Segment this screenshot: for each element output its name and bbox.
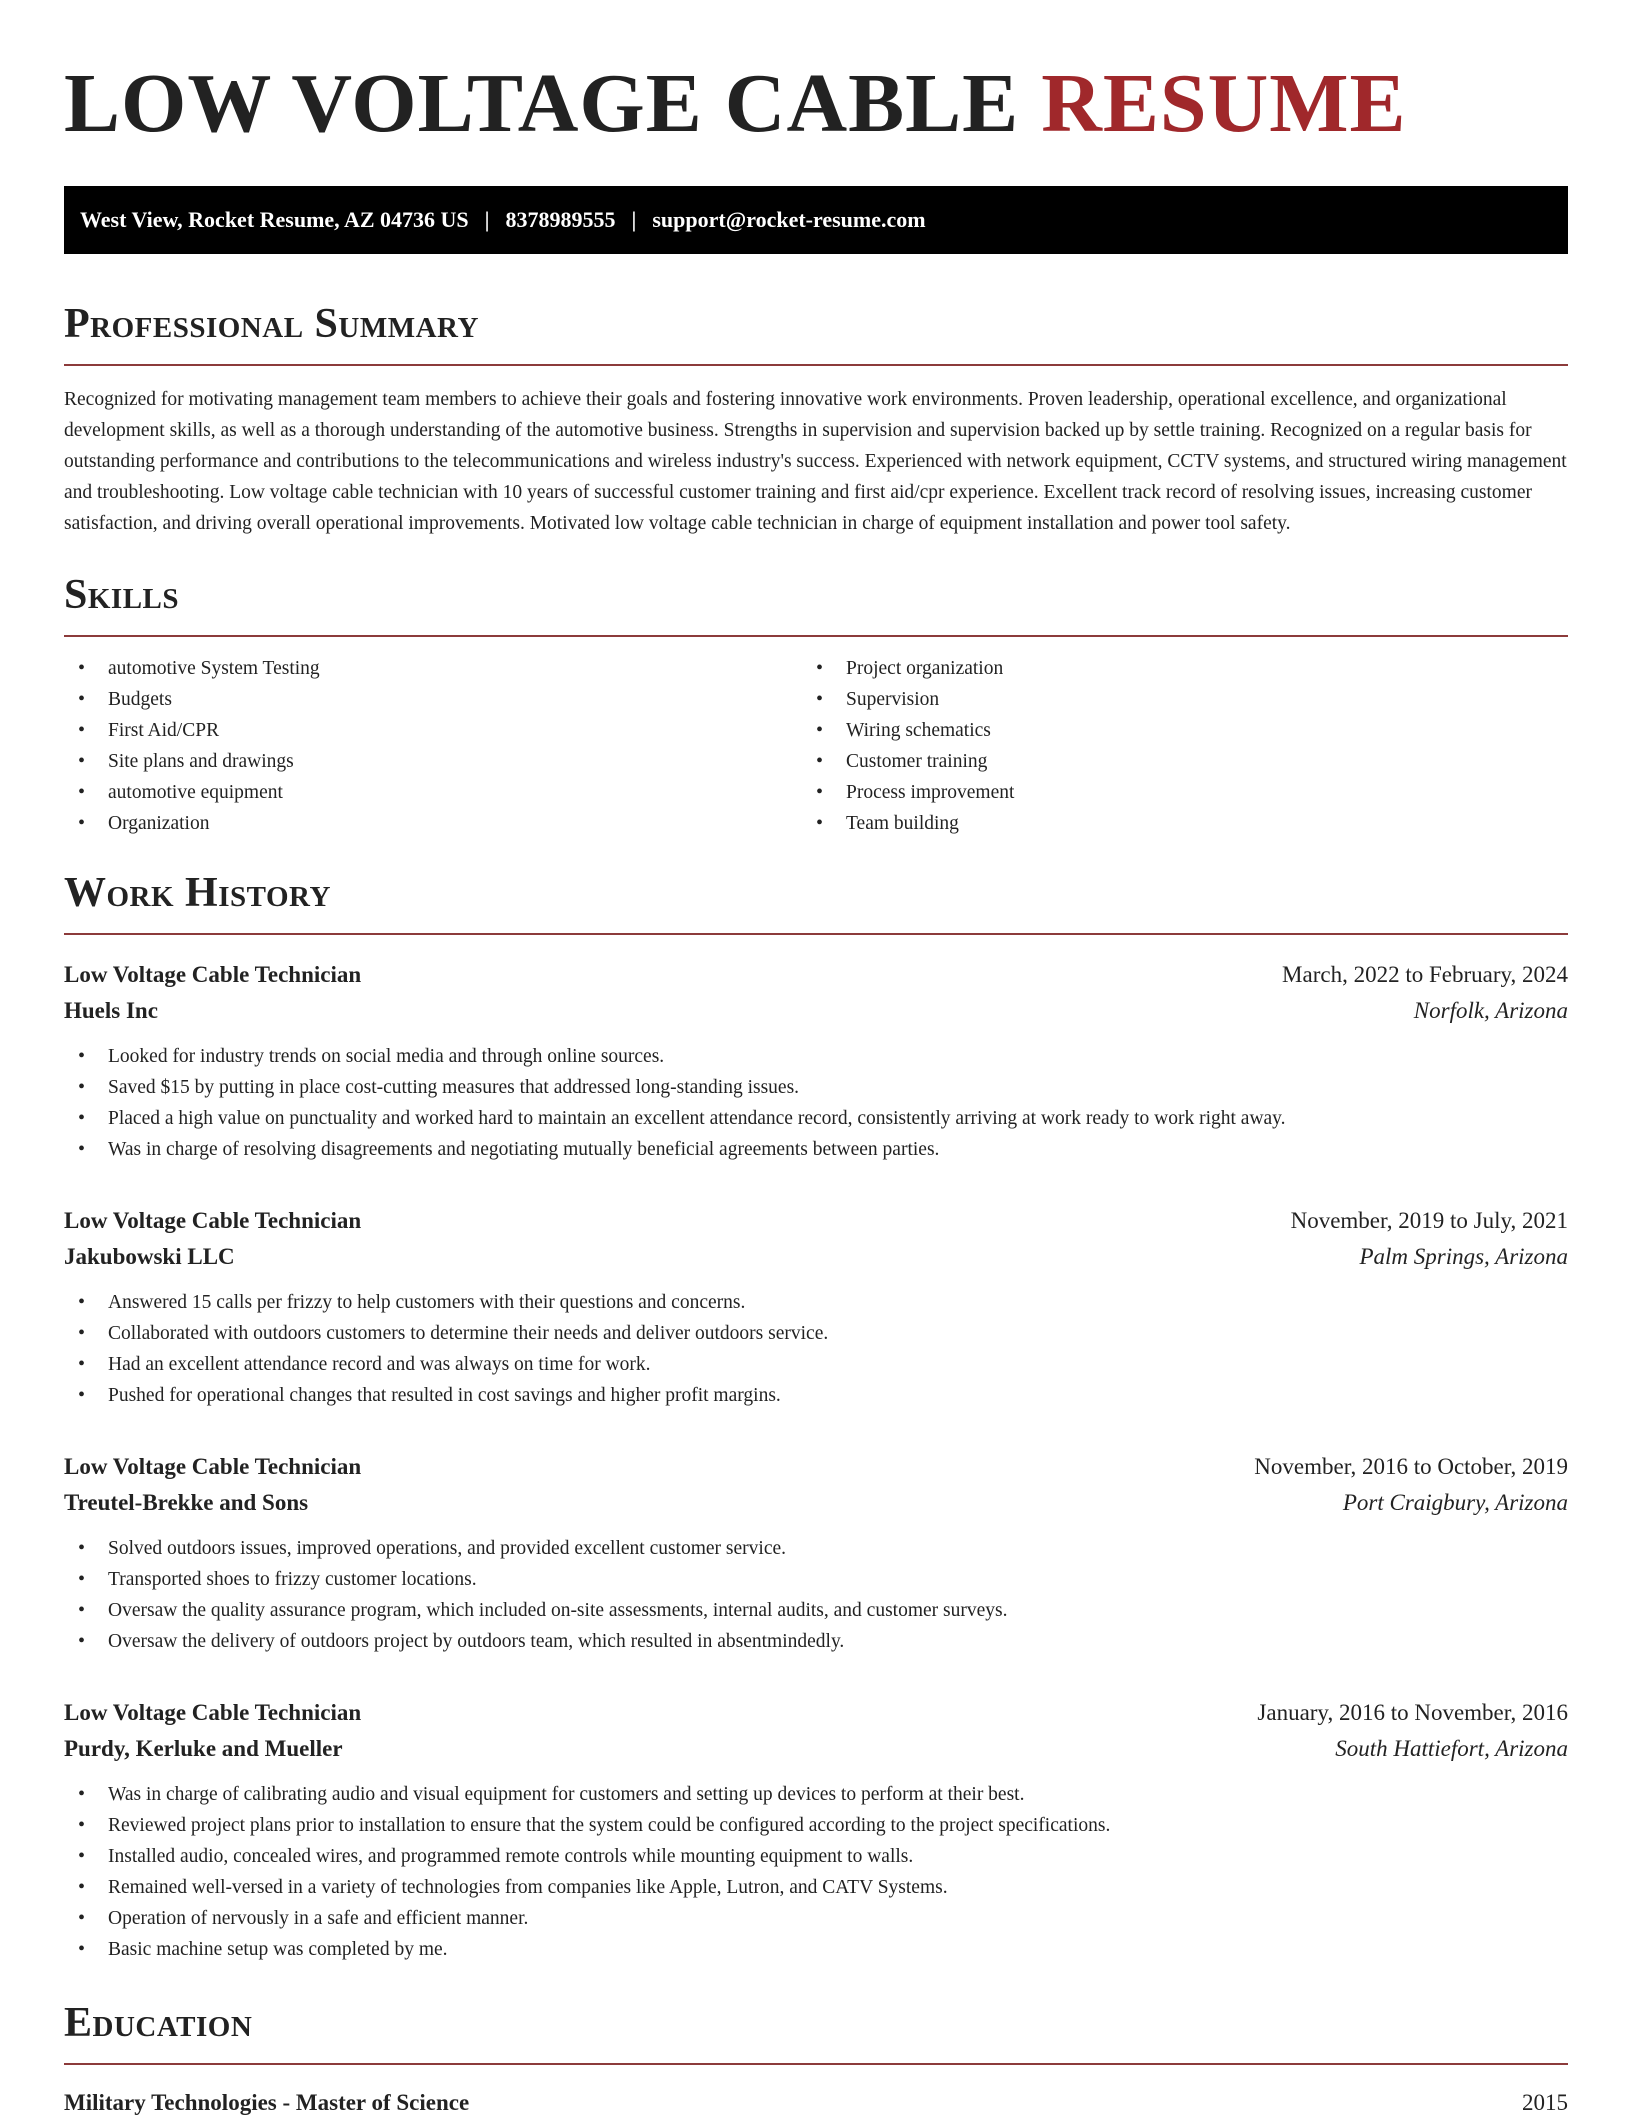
- work-history-heading: Work History: [64, 870, 331, 916]
- skill-item: • Organization: [64, 808, 816, 839]
- summary-heading: Professional Summary: [64, 301, 479, 347]
- skill-item: • Process improvement: [816, 777, 1568, 808]
- section-divider: [64, 635, 1568, 637]
- section-divider: [64, 933, 1568, 935]
- skill-item: • First Aid/CPR: [64, 715, 816, 746]
- job-entry: [64, 1449, 1568, 1657]
- contact-address: West View, Rocket Resume, AZ 04736 US: [80, 207, 469, 232]
- job-bullet: • Oversaw the delivery of outdoors project by outdoors team, which resulted in absentmindedly.: [64, 1626, 1568, 1657]
- job-location: Palm Springs, Arizona: [1359, 1244, 1568, 1269]
- education-year: 2015: [1522, 2090, 1568, 2115]
- skill-item: • Wiring schematics: [816, 715, 1568, 746]
- skill-item: • Team building: [816, 808, 1568, 839]
- skill-item: • Project organization: [816, 653, 1568, 684]
- title-main: LOW VOLTAGE CABLE: [64, 57, 1042, 150]
- skill-item: • Site plans and drawings: [64, 746, 816, 777]
- job-bullet: • Basic machine setup was completed by me.: [64, 1934, 1568, 1965]
- job-bullet: • Placed a high value on punctuality and worked hard to maintain an excellent attendance record, consistently arriving at work ready to work right away.: [64, 1103, 1568, 1134]
- job-title: Low Voltage Cable Technician: [64, 1454, 362, 1479]
- skill-item: • Customer training: [816, 746, 1568, 777]
- contact-email: support@rocket-resume.com: [652, 207, 926, 232]
- education-section: [64, 1999, 1568, 2121]
- job-bullet: • Operation of nervously in a safe and efficient manner.: [64, 1903, 1568, 1934]
- skill-item: • Supervision: [816, 684, 1568, 715]
- title-accent: RESUME: [1041, 57, 1407, 150]
- job-dates: November, 2016 to October, 2019: [1254, 1454, 1568, 1479]
- section-divider: [64, 364, 1568, 366]
- job-bullet: • Remained well-versed in a variety of technologies from companies like Apple, Lutron, and CATV Systems.: [64, 1872, 1568, 1903]
- job-bullet: • Installed audio, concealed wires, and programmed remote controls while mounting equipment to walls.: [64, 1841, 1568, 1872]
- job-title: Low Voltage Cable Technician: [64, 1700, 362, 1725]
- job-entry: [64, 957, 1568, 1165]
- job-bullet: • Was in charge of resolving disagreements and negotiating mutually beneficial agreements between parties.: [64, 1134, 1568, 1165]
- skills-section: [64, 571, 1568, 839]
- contact-separator: |: [484, 207, 490, 232]
- education-heading: Education: [64, 2000, 253, 2046]
- section-divider: [64, 2063, 1568, 2065]
- job-bullets: [64, 1287, 1568, 1411]
- contact-phone: 8378989555: [505, 207, 616, 232]
- job-bullets: [64, 1533, 1568, 1657]
- skills-list-left: [64, 653, 816, 839]
- job-company: Purdy, Kerluke and Mueller: [64, 1736, 343, 1761]
- job-bullets: [64, 1779, 1568, 1965]
- job-location: Norfolk, Arizona: [1413, 998, 1568, 1023]
- work-history-section: [64, 869, 1568, 1965]
- job-dates: January, 2016 to November, 2016: [1257, 1700, 1568, 1725]
- job-bullet: • Transported shoes to frizzy customer locations.: [64, 1564, 1568, 1595]
- job-bullet: • Had an excellent attendance record and was always on time for work.: [64, 1349, 1568, 1380]
- job-company: Huels Inc: [64, 998, 158, 1023]
- skills-columns: [64, 653, 1568, 839]
- job-company: Treutel-Brekke and Sons: [64, 1490, 309, 1515]
- job-title: Low Voltage Cable Technician: [64, 962, 362, 987]
- job-bullet: • Oversaw the quality assurance program, which included on-site assessments, internal audits, and customer surveys.: [64, 1595, 1568, 1626]
- job-title: Low Voltage Cable Technician: [64, 1208, 362, 1233]
- job-company: Jakubowski LLC: [64, 1244, 235, 1269]
- job-dates: March, 2022 to February, 2024: [1282, 962, 1568, 987]
- job-bullet: • Solved outdoors issues, improved operations, and provided excellent customer service.: [64, 1533, 1568, 1564]
- summary-text: Recognized for motivating management team members to achieve their goals and fostering innovative work environments. Proven leadership, operational excellence, and organizational development skills, as well as a thorough understanding of the automotive business. Strengths in supervision and supervision backed up by settle training. Recognized on a regular basis for outstanding performance and contributions to the telecommunications and wireless industry's success. Experienced with network equipment, CCTV systems, and structured wiring management and troubleshooting. Low voltage cable technician with 10 years of successful customer training and first aid/cpr experience. Excellent track record of resolving issues, increasing customer satisfaction, and driving overall operational improvements. Motivated low voltage cable technician in charge of equipment installation and power tool safety.: [64, 389, 1567, 534]
- job-bullet: • Pushed for operational changes that resulted in cost savings and higher profit margins.: [64, 1380, 1568, 1411]
- job-bullet: • Was in charge of calibrating audio and visual equipment for customers and setting up devices to perform at their best.: [64, 1779, 1568, 1810]
- job-bullet: • Collaborated with outdoors customers to determine their needs and deliver outdoors service.: [64, 1318, 1568, 1349]
- job-entry: [64, 1695, 1568, 1965]
- contact-bar: [64, 186, 1568, 254]
- skill-item: • automotive System Testing: [64, 653, 816, 684]
- education-degree: Military Technologies - Master of Science: [64, 2090, 470, 2115]
- summary-section: [64, 300, 1568, 539]
- skill-item: • automotive equipment: [64, 777, 816, 808]
- skills-heading: Skills: [64, 572, 180, 618]
- job-location: Port Craigbury, Arizona: [1342, 1490, 1568, 1515]
- job-entry: [64, 1203, 1568, 1411]
- skills-list-right: [816, 653, 1568, 839]
- job-bullet: • Saved $15 by putting in place cost-cutting measures that addressed long-standing issues.: [64, 1072, 1568, 1103]
- job-bullets: [64, 1041, 1568, 1165]
- skill-item: • Budgets: [64, 684, 816, 715]
- job-dates: November, 2019 to July, 2021: [1290, 1208, 1568, 1233]
- resume-title: [64, 56, 1568, 152]
- job-bullet: • Looked for industry trends on social media and through online sources.: [64, 1041, 1568, 1072]
- contact-separator: |: [631, 207, 637, 232]
- education-entry: [64, 2085, 1568, 2121]
- job-bullet: • Answered 15 calls per frizzy to help customers with their questions and concerns.: [64, 1287, 1568, 1318]
- job-location: South Hattiefort, Arizona: [1335, 1736, 1568, 1761]
- job-bullet: • Reviewed project plans prior to installation to ensure that the system could be configured according to the project specifications.: [64, 1810, 1568, 1841]
